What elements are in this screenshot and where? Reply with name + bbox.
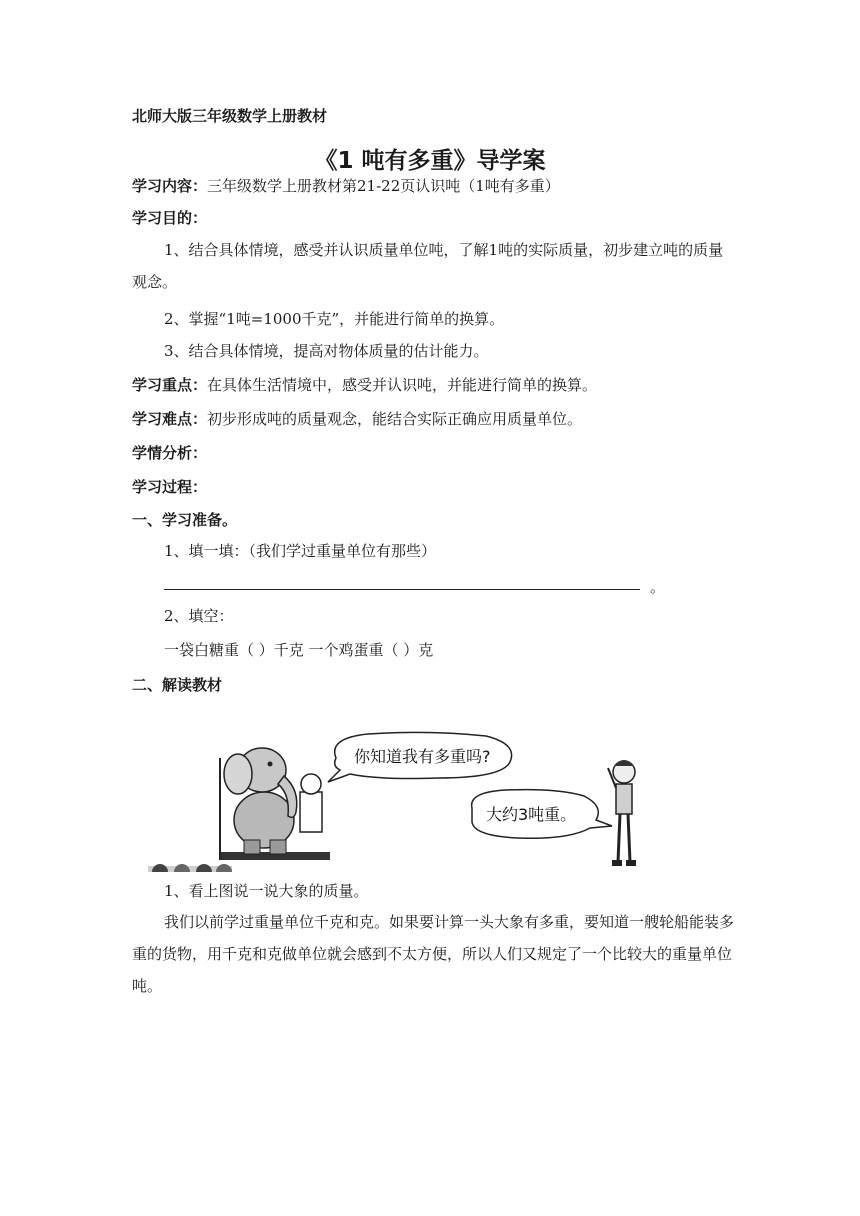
- objective-2: 2、掌握“1吨=1000千克”，并能进行简单的换算。: [164, 310, 505, 328]
- difficulties-text: 初步形成吨的质量观念，能结合实际正确应用质量单位。: [207, 410, 583, 428]
- textbook-header: 北师大版三年级数学上册教材: [132, 107, 328, 125]
- blank-period: 。: [650, 578, 666, 596]
- content-text: 三年级数学上册教材第21-22页认识吨（1吨有多重）: [207, 177, 560, 195]
- difficulties-label: 学习难点：: [132, 410, 208, 428]
- elephant-bubble-text: 你知道我有多重吗?: [354, 747, 491, 766]
- difficulties-line: [132, 408, 582, 430]
- elephant-ear: [224, 754, 252, 794]
- elephant-illustration: [218, 728, 638, 878]
- content-line: [132, 175, 560, 197]
- analysis-label: 学情分析：: [132, 444, 208, 462]
- boy-body: [616, 784, 632, 814]
- reading-question: 1、看上图说一说大象的质量。: [164, 882, 369, 900]
- process-label: 学习过程：: [132, 478, 208, 496]
- key-points-label: 学习重点：: [132, 376, 208, 394]
- objective-3: 3、结合具体情境，提高对物体质量的估计能力。: [164, 342, 489, 360]
- objective-1: 1、结合具体情境，感受并认识质量单位吨，了解1吨的实际质量，初步建立吨的质量观念。: [132, 241, 724, 291]
- content-label: 学习内容：: [132, 177, 208, 195]
- decorative-strip: [148, 864, 232, 872]
- key-points-line: [132, 374, 597, 396]
- scale-icon: [300, 792, 322, 832]
- section2-heading: 二、解读教材: [132, 676, 223, 694]
- key-points-text: 在具体生活情境中，感受并认识吨，并能进行简单的换算。: [207, 376, 598, 394]
- fill2-prompt: 2、填空：: [164, 607, 234, 625]
- answer-blank-line: [164, 589, 640, 590]
- reading-paragraph: 我们以前学过重量单位千克和克。如果要计算一头大象有多重，要知道一艘轮船能装多重的货物，用千克和克做单位就会感到不太方便，所以人们又规定了一个比较大的重量单位吨。: [132, 913, 735, 995]
- fill1-prompt: 1、填一填：（我们学过重量单位有那些）: [164, 542, 437, 560]
- fill2-line: 一袋白糖重（ ）千克 一个鸡蛋重（ ）克: [164, 641, 434, 659]
- section1-heading: 一、学习准备。: [132, 511, 238, 529]
- objectives-label: 学习目的：: [132, 209, 208, 227]
- boy-bubble-text: 大约3吨重。: [486, 805, 577, 824]
- page-title: 《1 吨有多重》导学案: [314, 148, 546, 174]
